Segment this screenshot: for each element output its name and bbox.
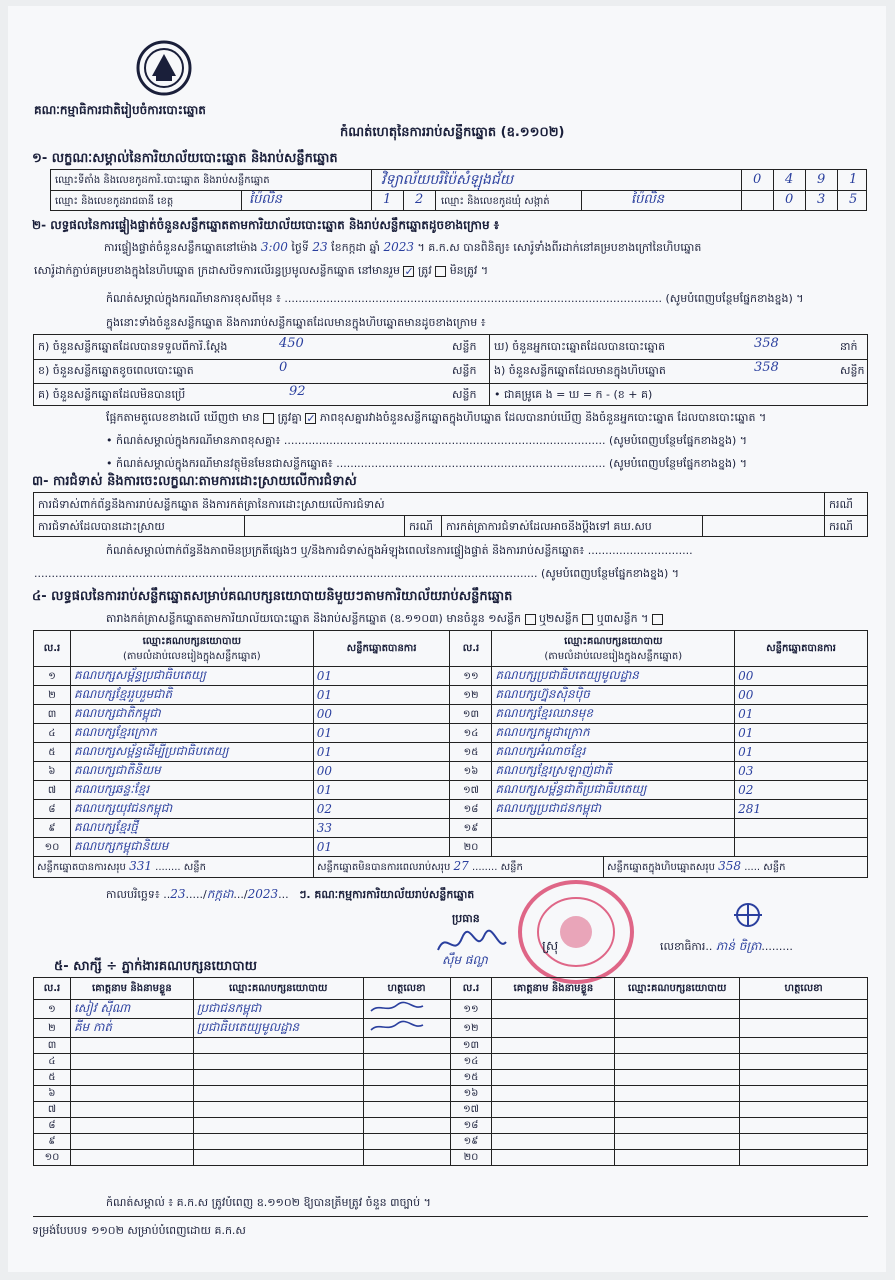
witness-no: ៧	[34, 1102, 71, 1118]
party-name: គណបក្សកម្ពុជាក្រោក	[492, 724, 735, 743]
party-votes: 281	[735, 800, 868, 819]
witness-name	[70, 1054, 193, 1070]
has-match-checkbox[interactable]	[263, 413, 274, 424]
party-name: គណបក្សឆន្ទៈខ្មែរ	[70, 781, 313, 800]
witness-signature-mark	[367, 1020, 427, 1034]
complaints-table: ការជំទាស់ពាក់ព័ន្ធនឹងការរាប់សន្លឹកឆ្នោត និងការកត់ត្រានៃការដោះស្រាយលើការជំទាស់ ករណី ការជំទាស់ដែលបានដោះស្រាយ ករណី ការកត់ត្រាការជំទាស់ដែលអាចនឹងប្តឹងទៅ គឃ.សប ករណី	[33, 492, 868, 537]
witness-row	[34, 1038, 868, 1054]
party-name: គណបក្សជាតិកម្ពុជា	[70, 705, 313, 724]
witness-no: ១០	[34, 1150, 71, 1166]
party-row	[34, 724, 868, 743]
section3-title: ៣- ការជំទាស់ និងការចេះលក្ខណៈតាមការដោះស្រាយលើការជំទាស់	[32, 474, 357, 489]
witness-no: ៥	[34, 1070, 71, 1086]
party-no: ១១	[450, 667, 492, 686]
spoiled-ballots-value: 0	[279, 360, 288, 375]
witness-signature	[740, 1118, 868, 1134]
party-name: គណបក្សខ្មែរក្រោក	[70, 724, 313, 743]
location-code-1: 0	[753, 172, 762, 187]
party-votes: 01	[313, 724, 450, 743]
party-votes: 01	[313, 838, 450, 857]
witness-party: ប្រជាជនកម្ពុជា	[193, 1000, 363, 1019]
witness-signature	[740, 1086, 868, 1102]
witness-name	[492, 1054, 615, 1070]
party-row	[34, 743, 868, 762]
section4-title: ៤- លទ្ធផលនៃការរាប់សន្លឹកឆ្នោតសម្រាប់គណបក្សនយោបាយនិមួយៗតាមការិយាល័យរាប់សន្លឹកឆ្នោត	[32, 589, 513, 604]
party-no: ១០	[34, 838, 71, 857]
party-name: គណបក្សអំណាចខ្មែរ	[492, 743, 735, 762]
witness-no: ១៤	[450, 1054, 492, 1070]
section5-title: ៥- សាក្សី ÷ ភ្នាក់ងារគណបក្សនយោបាយ	[54, 959, 257, 974]
witness-name	[492, 1102, 615, 1118]
party-row	[34, 762, 868, 781]
voters-label: ឃ) ចំនួនអ្នកបោះឆ្នោតដែលបានបោះឆ្នោត	[494, 340, 666, 353]
witness-party	[615, 1000, 740, 1019]
commune-code-1: 0	[785, 192, 794, 207]
party-no: ៩	[34, 819, 71, 838]
witness-row	[34, 1019, 868, 1038]
witness-signature	[363, 1054, 450, 1070]
party-name: គណបក្សយុវជនកម្ពុជា	[70, 800, 313, 819]
party-name: គណបក្សប្រជាជនកម្ពុជា	[492, 800, 735, 819]
totals-row: សន្លឹកឆ្នោតបានការសរុប 331 ........ សន្លឹក សន្លឹកឆ្នោតមិនបានការពេលរាប់សរុប 27 ........ សន្លឹក សន្លឹកឆ្នោតក្នុងហិបឆ្នោតសរុប 358 ..... សន្លឹក	[34, 857, 868, 878]
party-row	[34, 819, 868, 838]
party-votes	[735, 819, 868, 838]
difference-note: កំណត់សម្គាល់ក្នុងករណីមានការខុសពីមុន ៖ ............................................................................................................ (សូមបំពេញបន្ថែមផ្នែកខាងខ្នង) ។	[106, 292, 804, 305]
commune-value: ប៉ៃលិន	[631, 192, 665, 207]
party-row	[34, 800, 868, 819]
location-code-4: 1	[849, 172, 858, 187]
party-votes: 00	[313, 705, 450, 724]
form-sheet	[8, 6, 886, 1272]
witness-name	[70, 1134, 193, 1150]
witness-signature	[363, 1086, 450, 1102]
witness-name	[70, 1070, 193, 1086]
party-name	[492, 819, 735, 838]
witness-no: ១៦	[450, 1086, 492, 1102]
one-sheet-checkbox[interactable]	[525, 614, 536, 625]
party-no: ២	[34, 686, 71, 705]
complaints-appeal-label: ការកត់ត្រាការជំទាស់ដែលអាចនឹងប្តឹងទៅ គឃ.សប	[446, 520, 652, 533]
party-no: ១៨	[450, 800, 492, 819]
witness-name	[70, 1118, 193, 1134]
party-name: គណបក្សហ្វ៊ុនស៊ិនប៉ិច	[492, 686, 735, 705]
witness-signature	[363, 1150, 450, 1166]
verification-day: 23	[312, 240, 328, 254]
province-label: ឈ្មោះ និងលេខកូដរាជធានី ខេត្ត	[55, 196, 174, 207]
party-no: ៣	[34, 705, 71, 724]
col-party-left: ឈ្មោះគណបក្សនយោបាយ (តាមលំដាប់លេខរៀងក្នុងសន្លឹកឆ្នោត)	[70, 631, 313, 667]
witness-signature	[740, 1070, 868, 1086]
witness-no: ២០	[450, 1150, 492, 1166]
party-votes: 00	[313, 762, 450, 781]
witness-party	[193, 1070, 363, 1086]
party-votes: 00	[735, 667, 868, 686]
witness-row	[34, 1150, 868, 1166]
party-name: គណបក្សខ្មែរស្រឡាញ់ជាតិ	[492, 762, 735, 781]
tally-sheet-line: តារាងកត់ត្រាសន្លឹកឆ្នោតតាមការិយាល័យបោះឆ្នោត និងរាប់សន្លឹកឆ្នោត (ឧ.១១០៣) មានចំនួន ១សន្លឹក ឬ២សន្លឹក ឬ៣សន្លឹក ។	[106, 612, 663, 628]
witness-no: ១៨	[450, 1118, 492, 1134]
witness-name: សៀវ ស៊ីណា	[70, 1000, 193, 1019]
has-diff-checkbox[interactable]: ✓	[306, 411, 316, 425]
verification-time: 3:00	[260, 240, 288, 254]
party-no: ១៧	[450, 781, 492, 800]
witness-party	[615, 1102, 740, 1118]
col-party-right: ឈ្មោះគណបក្សនយោបាយ (តាមលំដាប់លេខរៀងក្នុងសន្លឹកឆ្នោត)	[492, 631, 735, 667]
complaints-total-label: ការជំទាស់ពាក់ព័ន្ធនឹងការរាប់សន្លឹកឆ្នោត និងការកត់ត្រានៃការដោះស្រាយលើការជំទាស់	[38, 498, 385, 511]
witness-signature	[363, 1102, 450, 1118]
total-box-value: 358	[718, 859, 742, 873]
irregularity-note: កំណត់សម្គាល់ពាក់ព័ន្ធនឹងភាពមិនប្រក្រតីផ្សេងៗ ឬ/និងការជំទាស់ក្នុងអំឡុងពេលនៃការផ្ទៀងផ្ទាត់ និងការរាប់សន្លឹកឆ្នោត៖ ..............................	[106, 544, 693, 557]
party-no: ១២	[450, 686, 492, 705]
witness-signature	[363, 1118, 450, 1134]
party-votes: 01	[735, 705, 868, 724]
col-votes-left: សន្លឹកឆ្នោតបានការ	[313, 631, 450, 667]
location-code-3: 9	[817, 172, 826, 187]
witness-name	[492, 1070, 615, 1086]
witness-name	[492, 1019, 615, 1038]
witness-party	[615, 1118, 740, 1134]
witness-signature	[740, 1102, 868, 1118]
party-no: ៦	[34, 762, 71, 781]
wrong-label: មិនត្រូវ ។	[449, 264, 489, 277]
ballot-intro: ក្នុងនោះទាំងចំនួនសន្លឹកឆ្នោត និងការរាប់សន្លឹកឆ្នោតដែលមានក្នុងហិបឆ្នោតមានដូចខាងក្រោម ៖	[106, 316, 486, 329]
three-sheet-checkbox[interactable]	[652, 614, 663, 625]
commune-label: ឈ្មោះ និងលេខកូដឃុំ សង្កាត់	[441, 196, 550, 207]
party-row	[34, 705, 868, 724]
witness-signature	[363, 1038, 450, 1054]
witness-signature	[363, 1070, 450, 1086]
party-no: ១៦	[450, 762, 492, 781]
verification-line: ការផ្ទៀងផ្ទាត់ចំនួនសន្លឹកឆ្នោតនៅម៉ោង 3:00 ថ្ងៃទី 23 ខែកក្កដា ឆ្នាំ 2023 ។ គ.ក.ស បានពិនិត្យ៖ សោរ៉ូទាំងពីរដាក់នៅគម្របខាងក្រៅនៃហិបឆ្នោត	[104, 240, 702, 254]
witness-no: ២	[34, 1019, 71, 1038]
witness-name	[70, 1102, 193, 1118]
party-votes: 00	[735, 686, 868, 705]
witness-no: ៣	[34, 1038, 71, 1054]
party-name: គណបក្សសម្ព័ន្ធប្រជាធិបតេយ្យ	[70, 667, 313, 686]
verification-year: 2023	[383, 240, 415, 254]
witness-name	[492, 1134, 615, 1150]
footer-text: ទម្រង់បែបបទ ១១០២ សម្រាប់បំពេញដោយ គ.ក.ស	[32, 1224, 246, 1237]
party-votes: 01	[735, 743, 868, 762]
witness-name	[70, 1086, 193, 1102]
spoiled-ballots-label: ខ) ចំនួនសន្លឹកឆ្នោតខូចពេលបោះឆ្នោត	[38, 364, 194, 377]
party-votes: 01	[735, 724, 868, 743]
witness-party	[615, 1086, 740, 1102]
witness-row	[34, 1102, 868, 1118]
voters-value: 358	[754, 336, 779, 351]
org-name: គណៈកម្មាធិការជាតិរៀបចំការបោះឆ្នោត	[34, 103, 206, 117]
signing-date: កាលបរិច្ឆេទ៖ ..23...../កក្កដា.../2023... ៗ. គណៈកម្មការការិយាល័យរាប់សន្លឹកឆ្នោត	[106, 887, 475, 901]
party-no: ៨	[34, 800, 71, 819]
party-row	[34, 781, 868, 800]
party-no: ១៥	[450, 743, 492, 762]
witness-name	[492, 1118, 615, 1134]
commune-code-3: 5	[849, 192, 858, 207]
witness-row	[34, 1070, 868, 1086]
foreign-object-bullet: • កំណត់សម្គាល់ក្នុងករណីមានវត្ថុមិនមែនជាសន្លឹកឆ្នោត៖ ............................................................................. (សូមបំពេញបន្ថែមផ្នែកខាងខ្នង) ។	[106, 457, 747, 470]
party-row	[34, 838, 868, 857]
difference-bullet: • កំណត់សម្គាល់ក្នុងករណីមានភាពខុសគ្នា៖ ............................................................................................ (សូមបំពេញបន្ថែមផ្នែកខាងខ្នង) ។	[106, 434, 748, 447]
party-no: ១	[34, 667, 71, 686]
party-results-table	[33, 630, 868, 878]
witness-party	[615, 1070, 740, 1086]
two-sheet-checkbox[interactable]	[582, 614, 593, 625]
secretary-signature	[724, 900, 772, 930]
chair-name: ស៊ឹម ផល្លា	[442, 953, 488, 967]
witness-party	[615, 1038, 740, 1054]
witness-no: ៩	[34, 1134, 71, 1150]
received-ballots-value: 450	[279, 336, 304, 351]
witness-no: ១៣	[450, 1038, 492, 1054]
witness-signature	[740, 1000, 868, 1019]
total-invalid-value: 27	[453, 859, 469, 873]
witness-row	[34, 1086, 868, 1102]
party-no: ២០	[450, 838, 492, 857]
party-row	[34, 686, 868, 705]
witness-signature	[363, 1000, 450, 1019]
ballot-count-table: ក) ចំនួនសន្លឹកឆ្នោតដែលបានទទួលពីការិ.ស្តែង 450 សន្លឹក ឃ) ចំនួនអ្នកបោះឆ្នោតដែលបានបោះឆ្នោត 358 នាក់ ខ) ចំនួនសន្លឹកឆ្នោតខូចពេលបោះឆ្នោត 0 សន្លឹក ង) ចំនួនសន្លឹកឆ្នោតដែលមានក្នុងហិបឆ្នោត 358 សន្លឹក គ) ចំនួនសន្លឹកឆ្នោតដែលមិនបានប្រើ 92 សន្លឹក • ជាគម្រូគេ ង = ឃ = ក - (ខ + គ)	[33, 334, 868, 406]
party-votes: 33	[313, 819, 450, 838]
received-ballots-label: ក) ចំនួនសន្លឹកឆ្នោតដែលបានទទួលពីការិ.ស្តែង	[38, 340, 228, 353]
location-value: វិទ្យាល័យបរិប៉ៃសំឡុងជ័យ	[381, 172, 514, 188]
ballots-in-box-label: ង) ចំនួនសន្លឹកឆ្នោតដែលមានក្នុងហិបឆ្នោត	[494, 364, 666, 377]
witness-party	[193, 1086, 363, 1102]
witness-no: ១១	[450, 1000, 492, 1019]
witness-signature	[740, 1150, 868, 1166]
witness-no: ៦	[34, 1086, 71, 1102]
party-name: គណបក្សសម្ព័ន្ធជាតិប្រជាធិបតេយ្យ	[492, 781, 735, 800]
witness-party	[615, 1134, 740, 1150]
party-votes: 01	[313, 743, 450, 762]
witness-name	[492, 1000, 615, 1019]
witness-party	[615, 1054, 740, 1070]
party-votes: 03	[735, 762, 868, 781]
chair-label: ប្រធាន	[452, 912, 480, 925]
party-name: គណបក្សខ្មែរថ្មី	[70, 819, 313, 838]
correct-label: ត្រូវ	[417, 264, 432, 277]
col-votes-right: សន្លឹកឆ្នោតបានការ	[735, 631, 868, 667]
witness-name	[70, 1150, 193, 1166]
witness-signature-mark	[367, 1001, 427, 1015]
unused-ballots-value: 92	[289, 384, 306, 399]
witness-table: ល.រ គោត្តនាម និងនាមខ្លួន ឈ្មោះគណបក្សនយោបាយ ហត្ថលេខា ល.រ គោត្តនាម និងនាមខ្លួន ឈ្មោះគណបក្សនយោបាយ ហត្ថលេខា ១ សៀវ ស៊ីណា ប្រជាជនកម្ពុជា ១១ ២ គីម កាត់ ប្រជាធិបតេយ្យមូលដ្ឋាន ១២ ៣ ១៣ ៤ ១៤ ៥ ១៥ ៦ ១៦ ៧ ១៧ ៨ ១៨ ៩ ១៩ ១០ ២០	[33, 977, 868, 1166]
seal-check-line: សោរ៉ូដាក់ភ្ជាប់គម្របខាងក្នុងនៃហិបឆ្នោត ក្រដាសបិទការលើរន្ធប្រមូលសន្លឹកឆ្នោត នៅមានរួម ✓ ត្រូវ មិនត្រូវ ។	[34, 264, 489, 278]
witness-party	[615, 1019, 740, 1038]
witness-signature	[740, 1019, 868, 1038]
section1-table	[50, 169, 867, 211]
witness-signature	[740, 1134, 868, 1150]
section1-title: ១- លក្ខណៈសម្គាល់នៃការិយាល័យបោះឆ្នោត និងរាប់សន្លឹកឆ្នោត	[32, 151, 338, 166]
wrong-checkbox[interactable]	[435, 266, 446, 277]
col-no-left: ល.រ	[34, 631, 71, 667]
witness-row	[34, 1118, 868, 1134]
secretary-line: លេខាធិការ.. ភាន់ ចិត្រា.........	[660, 939, 793, 953]
witness-no: ៤	[34, 1054, 71, 1070]
unused-ballots-label: គ) ចំនួនសន្លឹកឆ្នោតដែលមិនបានប្រើ	[38, 388, 186, 401]
province-code-2: 2	[415, 192, 424, 207]
official-stamp	[514, 878, 638, 986]
party-no: ៤	[34, 724, 71, 743]
party-name: គណបក្សសម្ព័ន្ធដើម្បីប្រជាធិបតេយ្យ	[70, 743, 313, 762]
party-no: ១៤	[450, 724, 492, 743]
consistency-line: ផ្អែកតាមតួលេខខាងលើ ឃើញថា មាន ត្រូវគ្នា ✓ ភាពខុសគ្នារវាងចំនួនសន្លឹកឆ្នោតក្នុងហិបឆ្នោត ដែលបានរាប់ឃើញ និងចំនួនអ្នកបោះឆ្នោត ដែលបានបោះឆ្នោត ។	[106, 411, 767, 425]
location-label: ឈ្មោះទីតាំង និងលេខកូដការិ.បោះឆ្នោត និងរាប់សន្លឹកឆ្នោត	[55, 175, 270, 186]
province-code-1: 1	[383, 192, 392, 207]
party-votes: 02	[735, 781, 868, 800]
witness-party	[615, 1150, 740, 1166]
witness-party	[193, 1102, 363, 1118]
party-votes: 01	[313, 781, 450, 800]
witness-name	[492, 1150, 615, 1166]
witness-no: ១៩	[450, 1134, 492, 1150]
witness-party	[193, 1150, 363, 1166]
party-votes: 01	[313, 667, 450, 686]
ballots-in-box-value: 358	[754, 360, 779, 375]
witness-name	[492, 1086, 615, 1102]
party-name: គណបក្សជាតិនិយម	[70, 762, 313, 781]
party-no: ១៣	[450, 705, 492, 724]
witness-no: ១២	[450, 1019, 492, 1038]
witness-party: ប្រជាធិបតេយ្យមូលដ្ឋាន	[193, 1019, 363, 1038]
party-no: ៥	[34, 743, 71, 762]
witness-no: ១	[34, 1000, 71, 1019]
location-code-2: 4	[785, 172, 794, 187]
witness-signature	[363, 1019, 450, 1038]
province-value: ប៉ៃលិន	[249, 192, 283, 207]
witness-signature	[740, 1038, 868, 1054]
witness-no: ១៧	[450, 1102, 492, 1118]
witness-party	[193, 1118, 363, 1134]
party-name: គណបក្សកម្ពុជានិយម	[70, 838, 313, 857]
witness-name	[70, 1038, 193, 1054]
section5-note: កំណត់សម្គាល់ ៖ គ.ក.ស ត្រូវបំពេញ ឧ.១១០២ ឱ្យបានត្រឹមត្រូវ ចំនួន ៣ច្បាប់ ។	[106, 1196, 431, 1209]
party-name	[492, 838, 735, 857]
party-name: គណបក្សខ្មែរឈានមុខ	[492, 705, 735, 724]
witness-party	[193, 1038, 363, 1054]
irregularity-note-cont: ................................................................................................................................................ (សូមបំពេញបន្ថែមផ្នែកខាងខ្នង) ។	[34, 567, 680, 580]
witness-row	[34, 1054, 868, 1070]
doc-title: កំណត់ហេតុនៃការរាប់សន្លឹកឆ្នោត (ឧ.១១០២)	[340, 125, 565, 140]
witness-name: គីម កាត់	[70, 1019, 193, 1038]
witness-row	[34, 1000, 868, 1019]
party-name: គណបក្សប្រជាធិបតេយ្យមូលដ្ឋាន	[492, 667, 735, 686]
party-row	[34, 667, 868, 686]
nec-emblem-logo	[134, 40, 194, 96]
section2-title: ២- លទ្ធផលនៃការផ្ទៀងផ្ទាត់ចំនួនសន្លឹកឆ្នោតតាមការិយាល័យបោះឆ្នោត និងរាប់សន្លឹកឆ្នោតដូចខាងក្រោម ៖	[32, 218, 500, 232]
party-votes: 02	[313, 800, 450, 819]
party-votes	[735, 838, 868, 857]
total-valid-value: 331	[129, 859, 152, 873]
member-label: ស្រុ	[542, 939, 559, 954]
col-no-right: ល.រ	[450, 631, 492, 667]
formula-label: • ជាគម្រូគេ ង = ឃ = ក - (ខ + គ)	[494, 388, 653, 401]
witness-name	[492, 1038, 615, 1054]
witness-no: ៨	[34, 1118, 71, 1134]
witness-row	[34, 1134, 868, 1150]
witness-signature	[740, 1054, 868, 1070]
correct-checkbox[interactable]: ✓	[404, 264, 414, 278]
witness-no: ១៥	[450, 1070, 492, 1086]
secretary-name: ភាន់ ចិត្រា	[715, 939, 762, 953]
complaints-resolved-label: ការជំទាស់ដែលបានដោះស្រាយ	[38, 520, 165, 533]
witness-signature	[363, 1134, 450, 1150]
commune-code-2: 3	[817, 192, 826, 207]
witness-party	[193, 1054, 363, 1070]
party-name: គណបក្សខ្មែររួបរួមជាតិ	[70, 686, 313, 705]
witness-party	[193, 1134, 363, 1150]
party-votes: 01	[313, 686, 450, 705]
party-no: ១៩	[450, 819, 492, 838]
party-no: ៧	[34, 781, 71, 800]
